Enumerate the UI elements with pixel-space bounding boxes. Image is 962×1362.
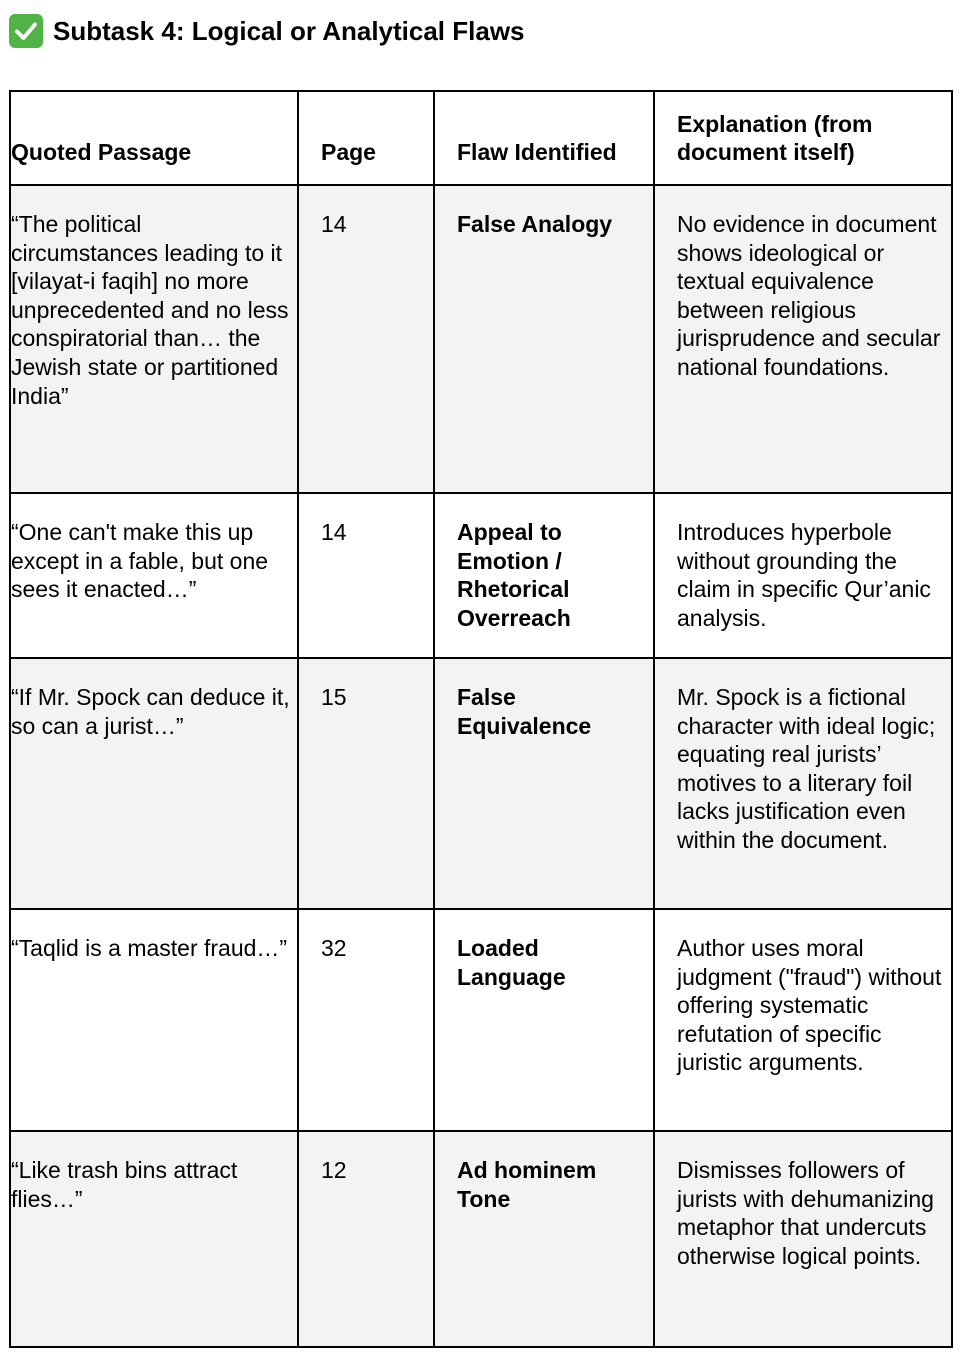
cell-quote: “One can't make this up except in a fable, but one sees it enacted…” [10,493,298,658]
table-row [10,658,952,909]
table-row [10,185,952,493]
table-row [10,493,952,658]
cell-flaw: False Analogy [434,185,654,493]
cell-quote: “Like trash bins attract flies…” [10,1131,298,1347]
cell-page: 15 [298,658,434,909]
cell-explanation: Mr. Spock is a fictional character with ideal logic; equating real jurists’ motives to a literary foil lacks justification even within the document. [654,658,952,909]
cell-page: 12 [298,1131,434,1347]
table-row [10,1131,952,1347]
cell-explanation: Introduces hyperbole without grounding the claim in specific Qur’anic analysis. [654,493,952,658]
cell-flaw: Appeal to Emotion / Rhetorical Overreach [434,493,654,658]
page-heading [9,12,525,50]
cell-flaw: Loaded Language [434,909,654,1131]
table-header-row [10,91,952,185]
page-title: Subtask 4: Logical or Analytical Flaws [53,15,525,46]
header-explanation: Explanation (from document itself) [654,91,952,185]
header-page: Page [298,91,434,185]
cell-quote: “The political circumstances leading to it [vilayat-i faqih] no more unprecedented and no less conspiratorial than… the Jewish state or partitioned India” [10,185,298,493]
header-quoted-passage: Quoted Passage [10,91,298,185]
cell-explanation: Author uses moral judgment ("fraud") without offering systematic refutation of specific juristic arguments. [654,909,952,1131]
cell-page: 32 [298,909,434,1131]
flaws-table [9,90,953,1348]
cell-quote: “Taqlid is a master fraud…” [10,909,298,1131]
check-mark-icon [9,14,43,48]
cell-flaw: Ad hominem Tone [434,1131,654,1347]
cell-page: 14 [298,185,434,493]
header-flaw-identified: Flaw Identified [434,91,654,185]
cell-flaw: False Equivalence [434,658,654,909]
cell-quote: “If Mr. Spock can deduce it, so can a jurist…” [10,658,298,909]
cell-explanation: No evidence in document shows ideological or textual equivalence between religious jurisprudence and secular national foundations. [654,185,952,493]
table-row [10,909,952,1131]
cell-page: 14 [298,493,434,658]
cell-explanation: Dismisses followers of jurists with dehumanizing metaphor that undercuts otherwise logical points. [654,1131,952,1347]
